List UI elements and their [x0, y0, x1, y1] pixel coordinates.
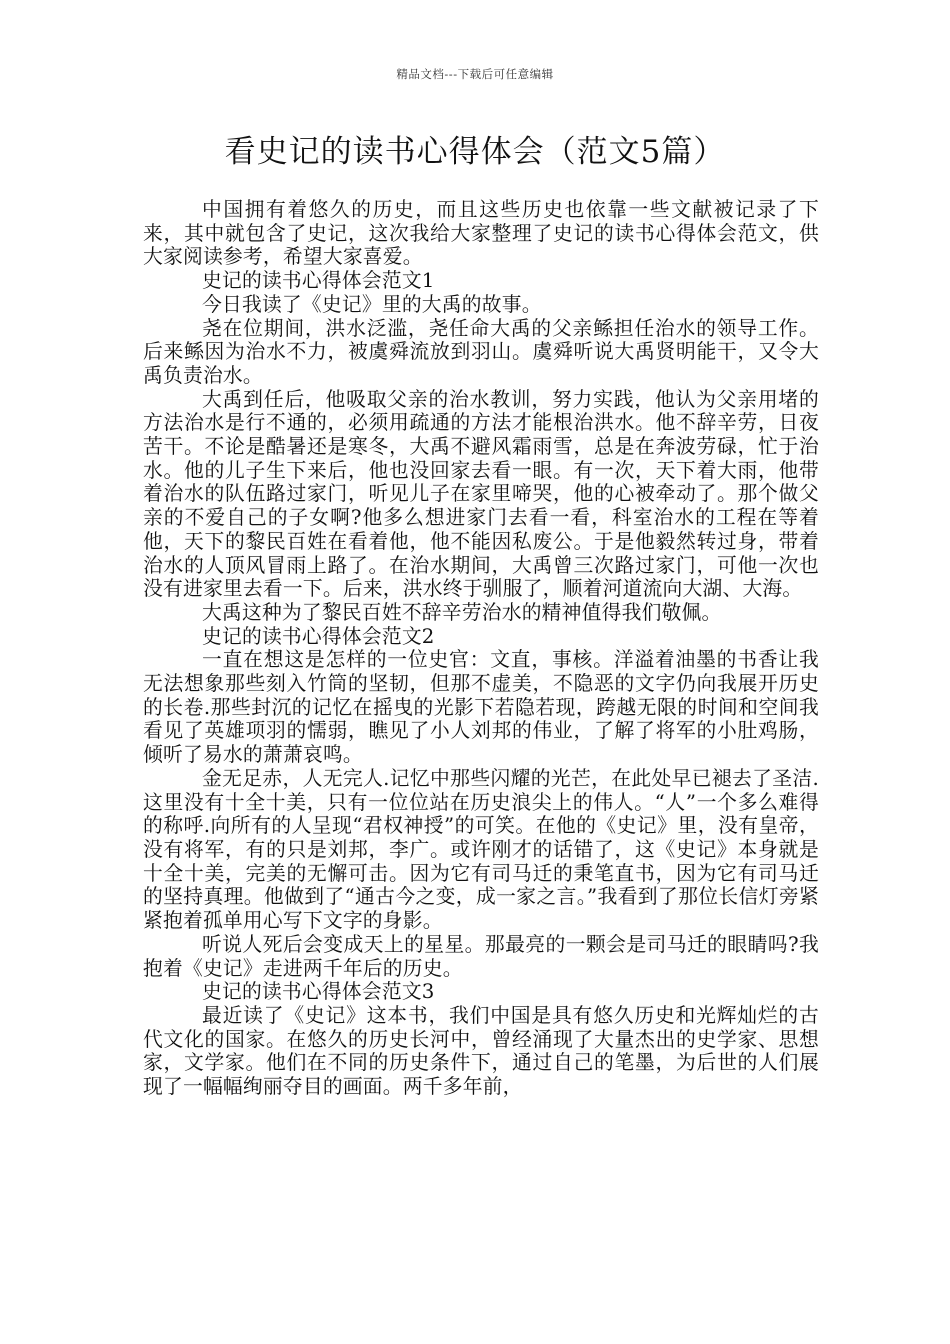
header-note: 精品文档---下载后可任意编辑	[396, 67, 554, 81]
paragraph: 一直在想这是怎样的一位史官：文直，事核。洋溢着油墨的书香让我无法想象那些刻入竹筒的坚韧，但那不虚美，不隐恶的文字仍向我展开历史的长卷.那些封沉的记忆在摇曳的光影下若隐若现，跨越无限的时间和空间我看见了英雄项羽的懦弱，瞧见了小人刘邦的伟业，了解了将军的小肚鸡肠，倾听了易水的萧萧哀鸣。	[143, 648, 819, 767]
paragraph: 大禹这种为了黎民百姓不辞辛劳治水的精神值得我们敬佩。	[202, 600, 722, 624]
paragraph: 今日我读了《史记》里的大禹的故事。	[202, 292, 542, 316]
paragraph: 金无足赤，人无完人.记忆中那些闪耀的光芒，在此处早已褪去了圣洁.这里没有十全十美，只有一位位站在历史浪尖上的伟人。“人”一个多么难得的称呼.向所有的人呈现“君权神授”的可笑。在他的《史记》里，没有皇帝，没有将军，有的只是刘邦，李广。或许刚才的话错了，这《史记》本身就是十全十美，完美的无懈可击。因为它有司马迁的秉笔直书，因为它有司马迁的坚持真理。他做到了“通古今之变，成一家之言。”我看到了那位长信灯旁紧紧抱着孤单用心写下文字的身影。	[143, 766, 819, 933]
paragraph: 中国拥有着悠久的历史，而且这些历史也依靠一些文献被记录了下来，其中就包含了史记，这次我给大家整理了史记的读书心得体会范文，供大家阅读参考，希望大家喜爱。	[143, 198, 819, 269]
paragraph: 听说人死后会变成天上的星星。那最亮的一颗会是司马迁的眼睛吗?我抱着《史记》走进两千年后的历史。	[143, 932, 819, 980]
document-title: 看史记的读书心得体会（范文5篇）	[224, 134, 726, 170]
paragraph: 大禹到任后，他吸取父亲的治水教训，努力实践，他认为父亲用堵的方法治水是行不通的，必须用疏通的方法才能根治洪水。他不辞辛劳，日夜苦干。不论是酷暑还是寒冬，大禹不避风霜雨雪，总是在奔波劳碌，忙于治水。他的儿子生下来后，他也没回家去看一眼。有一次，天下着大雨，他带着治水的队伍路过家门，听见儿子在家里啼哭，他的心被牵动了。那个做父亲的不爱自己的子女啊?他多么想进家门去看一看，科室治水的工程在等着他，天下的黎民百姓在看着他，他不能因私废公。于是他毅然转过身，带着治水的人顶风冒雨上路了。在治水期间，大禹曾三次路过家门，可他一次也没有进家里去看一下。后来，洪水终于驯服了，顺着河道流向大湖、大海。	[143, 387, 819, 601]
section-heading: 史记的读书心得体会范文3	[202, 980, 435, 1004]
section-heading: 史记的读书心得体会范文1	[202, 269, 435, 293]
paragraph: 尧在位期间，洪水泛滥，尧任命大禹的父亲鲧担任治水的领导工作。后来鲧因为治水不力，被虞舜流放到羽山。虞舜听说大禹贤明能干，又令大禹负责治水。	[143, 316, 819, 387]
document-body	[143, 198, 819, 1099]
section-heading: 史记的读书心得体会范文2	[202, 624, 435, 648]
paragraph: 最近读了《史记》这本书，我们中国是具有悠久历史和光辉灿烂的古代文化的国家。在悠久的历史长河中，曾经涌现了大量杰出的史学家、思想家，文学家。他们在不同的历史条件下，通过自己的笔墨，为后世的人们展现了一幅幅绚丽夺目的画面。两千多年前，	[143, 1003, 819, 1099]
